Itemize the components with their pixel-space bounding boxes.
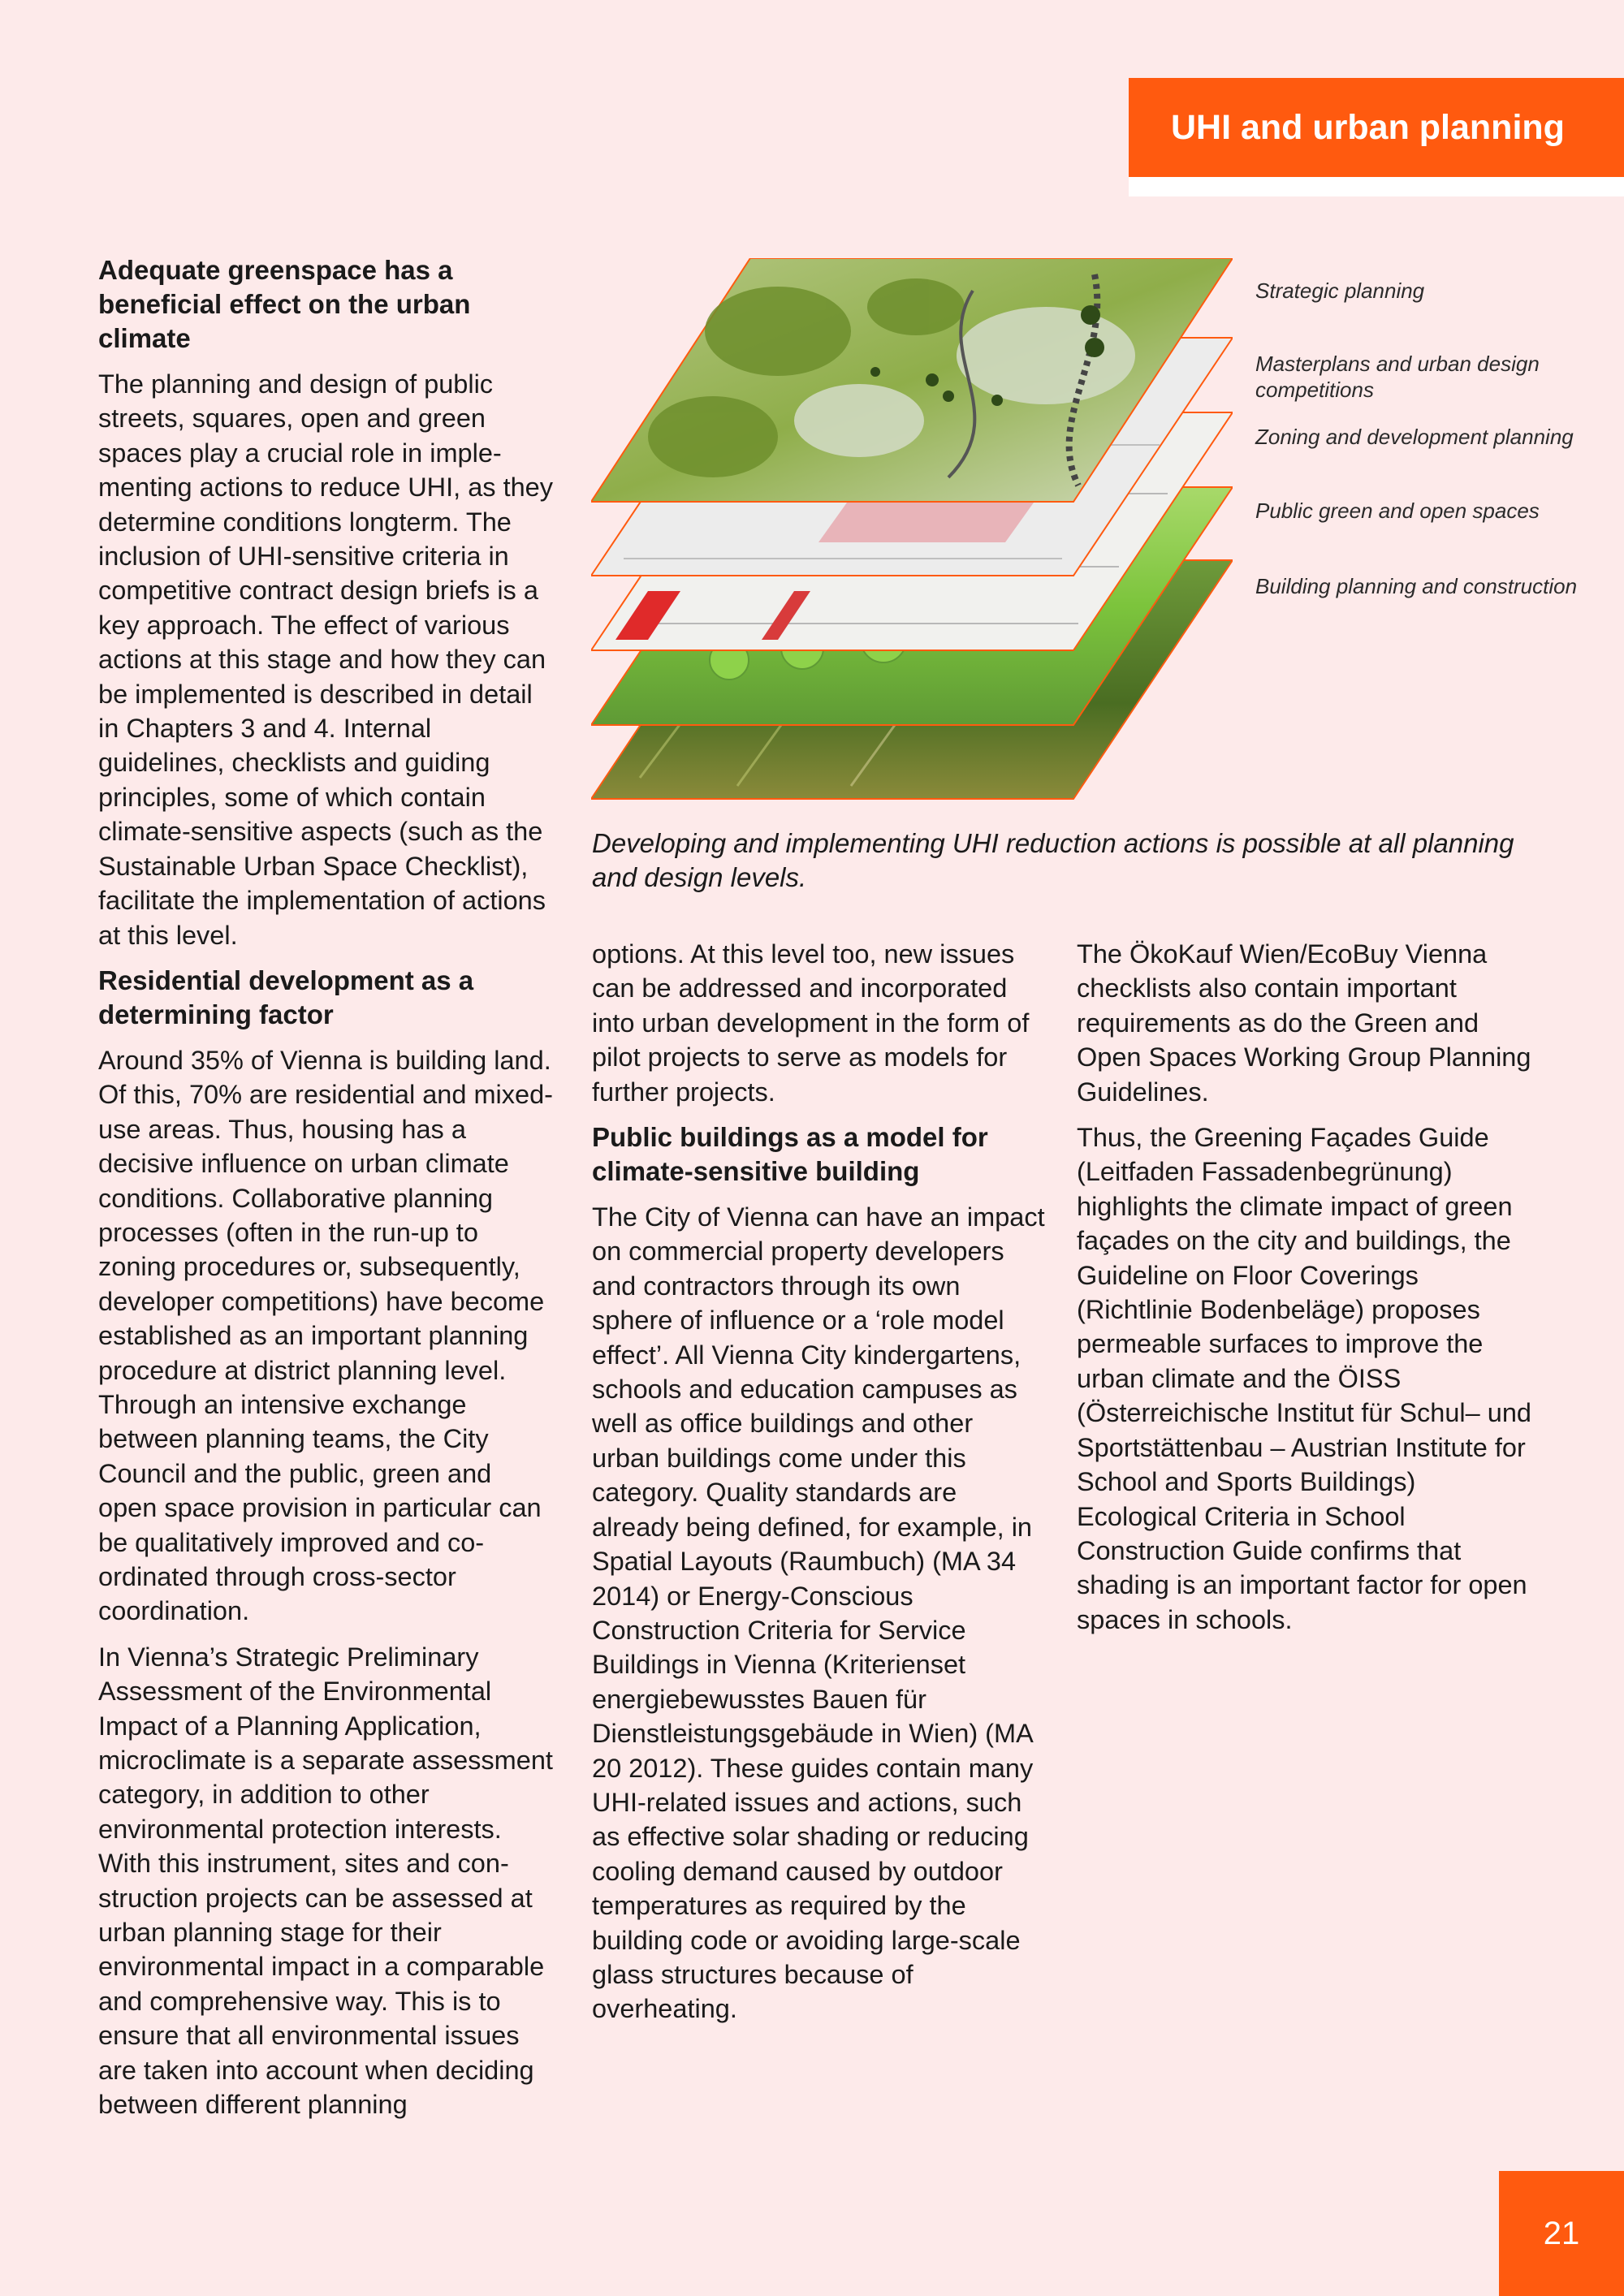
heading-greenspace: Adequate greenspace has a beneficial effect on the urban climate bbox=[98, 255, 471, 353]
figure-caption: Developing and implementing UHI reduction actions is possible at all planning and design levels. bbox=[592, 828, 1514, 892]
column-right bbox=[1077, 937, 1535, 1648]
layer-label-strategic: Strategic planning bbox=[1255, 278, 1425, 303]
paragraph: The planning and design of public streets, squares, open and green spaces play a crucial role in implementing actions to reduce UHI, as they determine conditions longterm. The inclusion of UHI-sensitive criteria in competitive contract design briefs is a key approach. The effect of various actions at this stage and how they can be implemented is described in detail in Chapters 3 and 4. Internal guidelines, checklists and guiding principles, some of which contain climate-sensitive aspects (such as the Sustainable Urban Space Checklist), facilitate the implementation of actions at this level. bbox=[98, 369, 554, 950]
section-header-tab bbox=[1129, 78, 1624, 177]
paragraph: Thus, the Greening Façades Guide (Leitfaden Fassadenbegrünung) highlights the climate impact of green façades on the city and buildings, the Guideline on Floor Coverings (Richtlinie Bodenbeläge) proposes permeable surfaces to improve the urban climate and the ÖISS (Österreichische Institut für Schul– und Sportstättenbau – Austrian Institute for School and Sports Buildings) Ecological Criteria in School Construction Guide confirms that shading is an important factor for open spaces in schools. bbox=[1077, 1123, 1531, 1634]
page-number-box bbox=[1499, 2171, 1624, 2296]
column-middle bbox=[592, 937, 1047, 2038]
paragraph: options. At this level too, new issues can be addressed and incorporated into urban development in the form of pilot projects to serve as models for further projects. bbox=[592, 939, 1030, 1107]
header-underline bbox=[1129, 177, 1624, 196]
layer-label-building: Building planning and construction bbox=[1255, 574, 1578, 598]
paragraph: The City of Vienna can have an impact on commercial property developers and contractors through its own sphere of influence or a ‘role model effect’. All Vienna City kindergartens, schools and education campuses as well as office buildings and other urban buildings come under this category. Quality standards are already being defined, for example, in Spatial Layouts (Raumbuch) (MA 34 2014) or Energy-Conscious Construction Criteria for Service Buildings in Vienna (Kriterienset energiebewusstes Bauen für Dienstleistungsgebäude in Wien) (MA 20 2012). These guides contain many UHI-related issues and actions, such as effective solar shading or reducing cooling demand caused by outdoor temperatures as required by the building code or avoiding large-scale glass structures because of overheating. bbox=[592, 1202, 1045, 2024]
paragraph: Around 35% of Vienna is building land. Of this, 70% are residential and mixed-use areas. Thus, housing has a decisive influence on urban climate conditions. Collaborative planning processes (often in the run-up to zoning procedures or, subsequently, developer competitions) have become established as an important planning procedure at district planning level. Through an intensive exchange between planning teams, the City Council and the public, green and open space provision in particular can be qualitatively improved and co-ordinated through cross-sector coordination. bbox=[98, 1045, 553, 1626]
layer-label-masterplans: Masterplans and urban design competitions bbox=[1255, 352, 1540, 402]
paragraph: In Vienna’s Strategic Preliminary Assessment of the Environmental Impact of a Planning Application, microclimate is a separate assessment category, in addition to other environmental protection interests. With this instrument, sites and construction projects can be assessed at urban planning stage for their environmental impact in a comparable and comprehensive way. This is to ensure that all environmental issues are taken into account when deciding between different planning bbox=[98, 1642, 553, 2120]
layer-label-public-green: Public green and open spaces bbox=[1255, 498, 1540, 523]
column-left bbox=[98, 253, 553, 2134]
page-number: 21 bbox=[1543, 2215, 1580, 2251]
layer-label-zoning: Zoning and development planning bbox=[1255, 425, 1574, 449]
paragraph: The ÖkoKauf Wien/EcoBuy Vienna checklists also contain important requirements as do the Green and Open Spaces Working Group Planning Guidelines. bbox=[1077, 939, 1531, 1107]
heading-public-buildings: Public buildings as a model for climate-sensitive building bbox=[592, 1122, 988, 1187]
heading-residential: Residential development as a determining factor bbox=[98, 965, 474, 1029]
planning-levels-figure bbox=[591, 258, 1233, 807]
section-title: UHI and urban planning bbox=[1171, 107, 1565, 147]
